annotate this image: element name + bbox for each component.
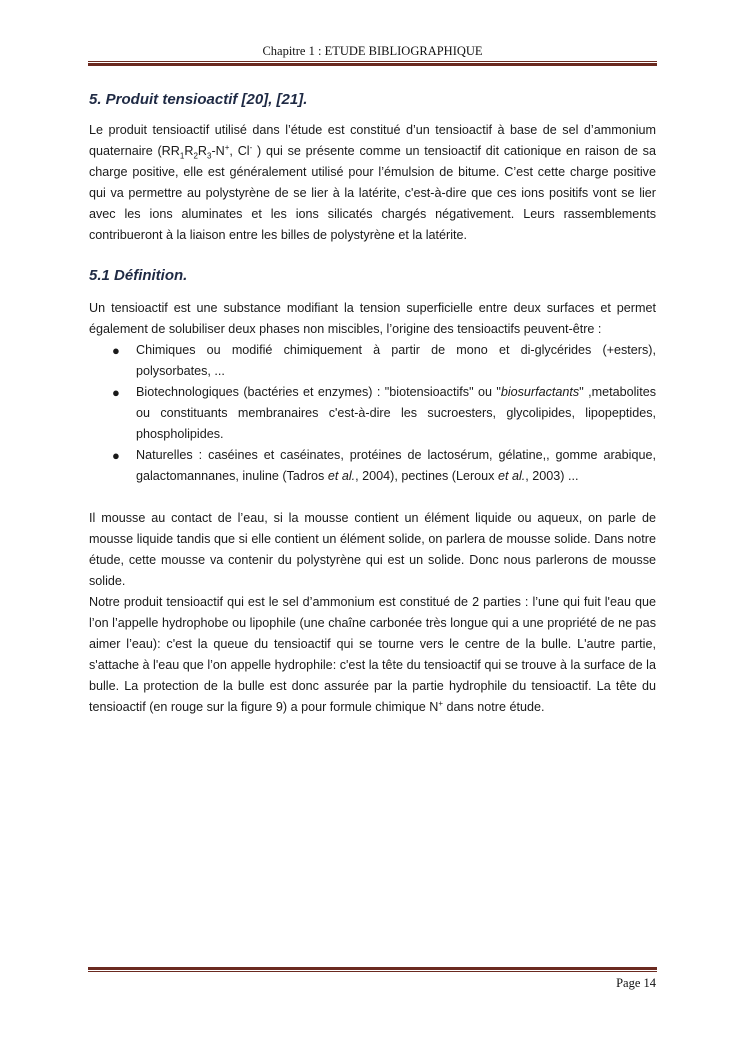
bullet-icon: ●: [112, 343, 120, 358]
superscript: -: [249, 142, 253, 152]
bullet-icon: ●: [112, 385, 120, 400]
text-run: R: [184, 144, 194, 158]
text-run: Le produit tensioactif utilisé dans l’étude est constitué d’un tensioactif à base de sel d’ammonium quaternaire (RR: [89, 123, 656, 158]
text-run: , 2004), pectines (Leroux: [355, 469, 498, 483]
foam-paragraph: Il mousse au contact de l’eau, si la mousse contient un élément liquide ou aqueux, on parle de mousse liquide tandis que si elle contient un élément solide, on parlera de mousse solide. Dans notre étude, cette mousse va contenir du polystyrène qui est un solide. Donc nous parlerons de mousse solide.: [89, 511, 656, 588]
text-run: R: [197, 144, 207, 158]
footer-rule-thin: [88, 971, 657, 972]
subscript: 2: [193, 151, 198, 161]
text-run: ) qui se présente comme un tensioactif dit cationique en raison de sa charge positive, elle est généralement utilisé pour l’émulsion de bitume. C’est cette charge positive qui va permettre au polystyrène de se lier à la latérite, c'est-à-dire que ces ions positifs vont se lier avec les ions aluminates et les ions silicatés chargés négativement. Leurs rassemblements contribueront à la liaison entre les billes de polystyrène et la latérite.: [89, 144, 656, 242]
header-rule-thick: [88, 63, 657, 66]
section-5-heading: 5. Produit tensioactif [20], [21].: [89, 91, 308, 108]
definition-intro: Un tensioactif est une substance modifiant la tension superficielle entre deux surfaces et permet également de solubiliser deux phases non miscibles, l’origine des tensioactifs peuvent-être :: [89, 301, 656, 336]
text-run: , Cl: [229, 144, 250, 158]
italic-text: et al.: [497, 469, 526, 483]
text-run: Notre produit tensioactif qui est le sel d’ammonium est constitué de 2 parties : l’une qui fuit l'eau que l’on l’appelle hydrophobe ou lipophile (une chaîne carbonée très longue qui a une propriété de ne pas aimer l’eau): c'est la queue du tensioactif qui se tourne vers le centre de la bulle. L'autre partie, s'attache à l'eau que l’on appelle hydrophile: c'est la tête du tensioactif qui se trouve à la surface de la bulle. La protection de la bulle est donc assurée par la partie hydrophile du tensioactif. La tête du tensioactif (en rouge sur la figure 9) a pour formule chimique N: [89, 595, 656, 714]
subscript: 3: [207, 151, 212, 161]
section-5-1-heading: 5.1 Définition.: [89, 267, 188, 284]
surfactant-structure-paragraph: [89, 592, 656, 718]
text-run: " ,metabolites ou constituants membranaires c'est-à-dire les sucroesters, glycolipides, lipopeptides, phospholipides.: [136, 385, 657, 441]
main-content: [89, 88, 656, 718]
text-run: Biotechnologiques (bactéries et enzymes) : "biotensioactifs" ou ": [136, 385, 501, 399]
list-item: [112, 382, 657, 445]
text-run: , 2003) ...: [525, 469, 579, 483]
bullet-icon: ●: [112, 448, 120, 463]
spacer: [89, 487, 656, 508]
text-run: Chimiques ou modifié chimiquement à partir de mono et di-glycérides (+esters), polysorbates, ...: [136, 343, 656, 378]
subscript: 1: [179, 151, 185, 161]
list-item: [112, 340, 656, 382]
text-run: Naturelles : caséines et caséinates, protéines de lactosérum, gélatine,, gomme arabique, galactomannanes, inuline (Tadros: [136, 448, 656, 483]
header-rule-thin: [88, 61, 657, 62]
italic-text: et al.: [327, 469, 356, 483]
section-5-paragraph: [89, 120, 656, 246]
footer-rule-thick: [88, 967, 657, 970]
text-run: -N: [211, 144, 225, 158]
running-header: Chapitre 1 : ETUDE BIBLIOGRAPHIQUE: [262, 44, 483, 58]
page-number: Page 14: [616, 976, 656, 990]
superscript: +: [438, 698, 443, 708]
origins-list: [89, 340, 656, 487]
list-item: [112, 445, 656, 487]
text-run: dans notre étude.: [442, 700, 545, 714]
superscript: +: [224, 142, 230, 152]
italic-text: biosurfactants: [500, 385, 580, 399]
